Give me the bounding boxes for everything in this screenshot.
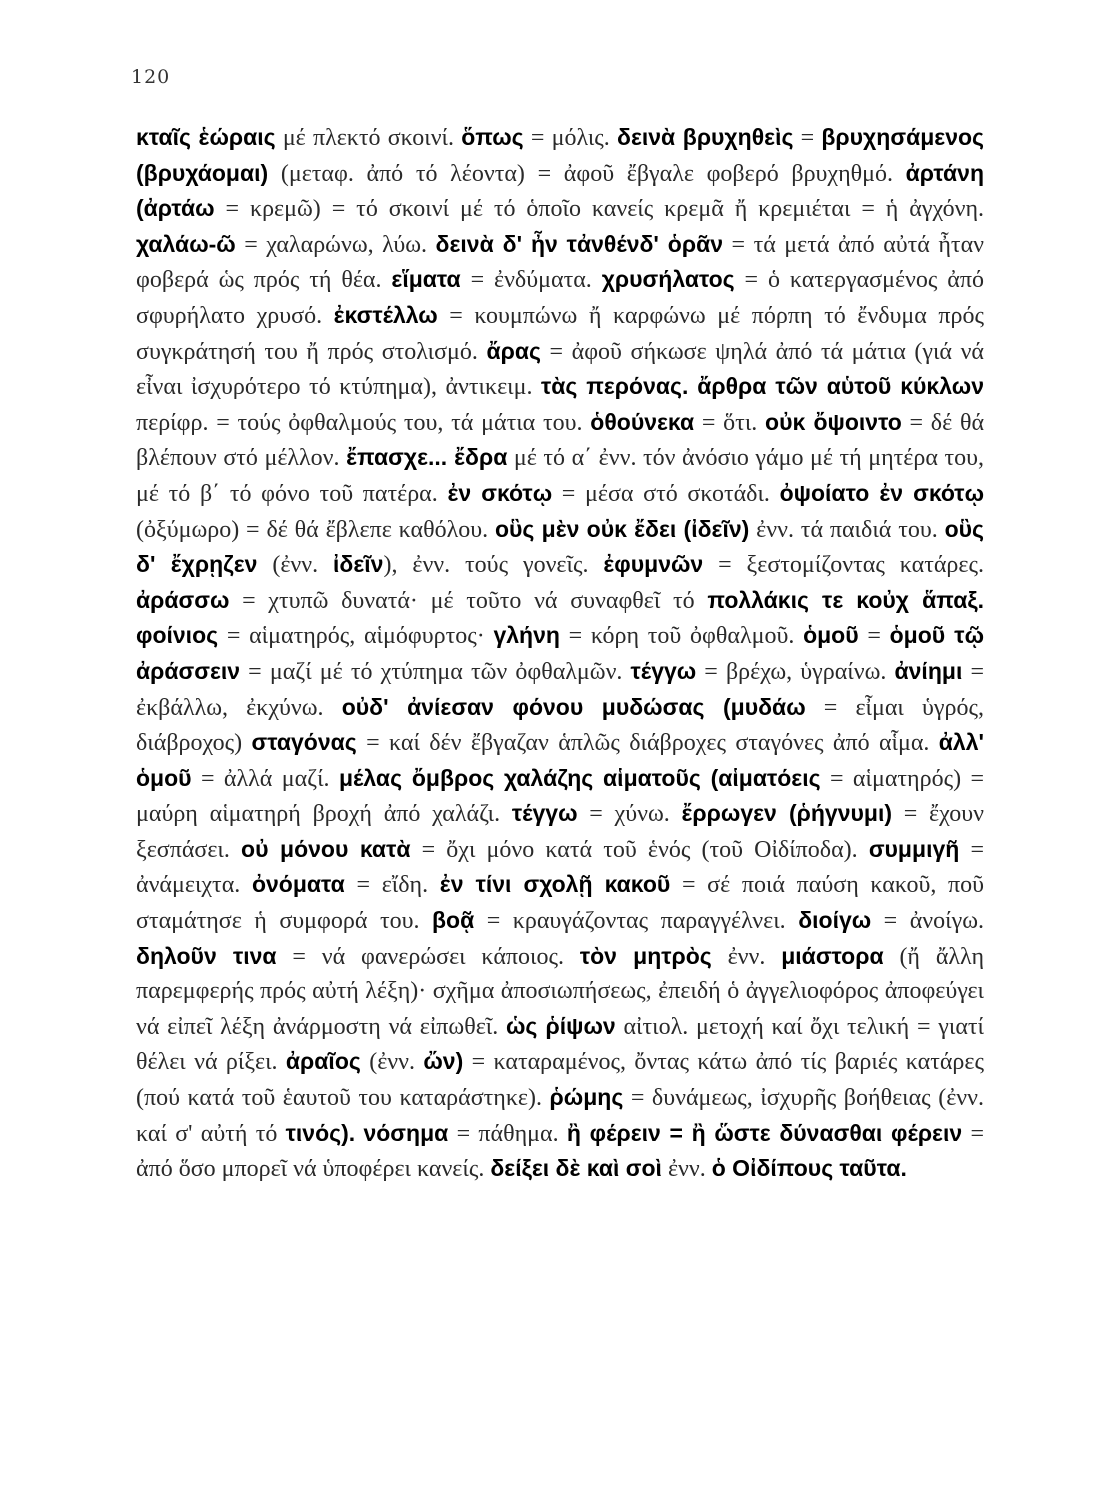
gloss-text: = ξεστομίζοντας κατάρες. (703, 552, 984, 579)
lemma-term: οὓς δ' ἔχρῃζεν (136, 515, 984, 578)
gloss-text: = χαλαρώνω, λύω. (235, 231, 436, 258)
lemma-term: ἢ φέρειν = ἢ ὥστε δύνασθαι φέρειν (566, 1119, 963, 1146)
gloss-text: = μαζί μέ τό χτύπημα τῶν ὀφθαλμῶν. (240, 658, 631, 685)
gloss-text: = ἀφοῦ σήκωσε ψηλά ἀπό τά μάτια (γιά νά εἶναι ἰσχυρότερο τό κτύπημα), ἀντικειμ. (136, 338, 984, 401)
gloss-text: = βρέχω, ὑγραίνω. (696, 658, 895, 685)
gloss-text: = χτυπῶ δυνατά· μέ τοῦτο νά συναφθεῖ τό (229, 587, 708, 614)
gloss-text: αἰτιολ. μετοχή καί ὄχι τελική = γιατί θέλει νά ρίξει. (136, 1013, 984, 1076)
gloss-text: (ὀξύμωρο) = δέ θά ἔβλεπε καθόλου. (136, 516, 495, 543)
gloss-text: = τά μετά ἀπό αὐτά ἦταν φοβερά ὡς πρός τή θέα. (136, 231, 985, 294)
lemma-term: συμμιγῆ (868, 835, 960, 862)
gloss-text: ἐνν. (661, 1156, 712, 1183)
lemma-term: σταγόνας (251, 729, 357, 756)
lemma-term: βοᾷ (431, 907, 475, 934)
gloss-text: = ὄχι μόνο κατά τοῦ ἑνός (τοῦ Οἰδίποδα). (410, 836, 869, 863)
lemma-term: γλήνη (493, 622, 560, 649)
gloss-text: = ἀλλά μαζί. (191, 765, 339, 792)
lemma-term: μιάστορα (781, 942, 884, 969)
page-number: 120 (131, 66, 171, 88)
gloss-text: ), ἐνν. τούς γονεῖς. (383, 552, 604, 579)
gloss-text: = εἶμαι ὑγρός, διάβροχος) (136, 694, 985, 757)
gloss-text: = κρεμῶ) = τό σκοινί μέ τό ὁποῖο κανείς κρεμᾶ ἤ κρεμιέται = ἡ ἀγχόνη. (214, 196, 984, 223)
gloss-text: = σέ ποιά παύση κακοῦ, ποῦ σταμάτησε ἡ συμφορά του. (136, 872, 985, 935)
lemma-term: τέγγω (511, 800, 578, 827)
lemma-term: πολλάκις τε κοὐχ ἅπαξ. φοίνιος (136, 586, 984, 649)
gloss-text: ἐνν. τά παιδιά του. (749, 516, 945, 543)
gloss-text: = ἐνδύματα. (460, 267, 602, 294)
lemma-term: τινός). (285, 1119, 356, 1146)
gloss-text: = ἔχουν ξεσπάσει. (136, 801, 984, 863)
gloss-text: περίφρ. = τούς ὀφθαλμούς του, τά μάτια του. (136, 409, 591, 436)
lemma-term: χρυσήλατος (601, 266, 735, 293)
gloss-text: = ἀπό ὅσο μπορεῖ νά ὑποφέρει κανείς. (136, 1120, 984, 1183)
gloss-text: = ὅτι. (694, 409, 766, 436)
lemma-term: οὓς μὲν οὐκ ἔδει (ἰδεῖν) (494, 515, 750, 542)
lemma-term: οὐδ' ἀνίεσαν φόνου μυδώσας (μυδάω (341, 693, 806, 720)
gloss-text: μέ τό α΄ ἐνν. τόν ἀνόσιο γάμο μέ τή μητέρα του, μέ τό β΄ τό φόνο τοῦ πατέρα. (136, 445, 984, 507)
gloss-text: (μεταφ. ἀπό τό λέοντα) = ἀφοῦ ἔβγαλε φοβερό βρυχηθμό. (268, 160, 906, 187)
lemma-term: τὸν μητρὸς (579, 942, 712, 969)
gloss-text: = εἴδη. (344, 872, 440, 899)
lemma-term: ἀνίημι (894, 657, 963, 684)
lemma-term: δεινὰ δ' ἦν τἀνθένδ' ὁρᾶν (435, 230, 724, 257)
gloss-text: = κραυγάζοντας παραγγέλνει. (474, 908, 799, 935)
lemma-term: βρυχησάμενος (βρυχάομαι) (136, 124, 984, 186)
lemma-term: ὀνόματα (251, 871, 345, 898)
gloss-text: = ὁ κατεργασμένος ἀπό σφυρήλατο χρυσό. (136, 267, 984, 329)
lemma-term: δεινὰ βρυχηθεὶς (617, 124, 794, 150)
lemma-term: ῥώμης (549, 1084, 624, 1111)
lemma-term: ἔρρωγεν (ῥήγνυμι) (681, 800, 892, 827)
gloss-text: (ἐνν. (257, 552, 334, 579)
lemma-term: ὡς ῥίψων (505, 1012, 616, 1039)
gloss-text: = δυνάμεως, ἰσχυρῆς βοήθειας (ἐνν. καί σ' αὐτή τό (136, 1085, 984, 1147)
gloss-text: = νά φανερώσει κάποιος. (276, 943, 580, 970)
gloss-text: μέ πλεκτό σκοινί. (275, 125, 462, 151)
lemma-term: ἀλλ' ὁμοῦ (136, 729, 984, 791)
lemma-term: ἐν σκότῳ (447, 479, 553, 506)
gloss-text: = μόλις. (523, 125, 617, 151)
gloss-text: = πάθημα. (448, 1120, 567, 1147)
lemma-term: ὀψοίατο ἐν σκότῳ (779, 479, 984, 506)
gloss-text: = αἱματηρός) = μαύρη αἱματηρή βροχή ἀπό χαλάζι. (136, 765, 985, 828)
lemma-term: ἄρας (486, 337, 541, 364)
lemma-term: νόσημα (363, 1119, 449, 1146)
gloss-text: (ἐνν. (360, 1049, 424, 1076)
gloss-text: = καί δέν ἔβγαζαν ἁπλῶς διάβροχες σταγόνες ἀπό αἷμα. (356, 730, 939, 757)
gloss-text: = (793, 125, 822, 151)
lemma-term: ἔπασχε... ἔδρα (346, 444, 508, 471)
lemma-term: ὤν) (423, 1048, 464, 1075)
gloss-text: = ἀνοίγω. (871, 908, 985, 935)
lemma-term: δηλοῦν τινα (136, 942, 277, 969)
lemma-term: χαλάω-ῶ (136, 230, 236, 257)
lemma-term: ἰδεῖν (333, 551, 384, 578)
lemma-term: οὐ μόνου κατὰ (241, 835, 411, 862)
lemma-term: ὁθούνεκα (590, 408, 695, 435)
gloss-text: = (858, 623, 890, 650)
lemma-term: ὅπως (461, 124, 524, 150)
lemma-term: εἵματα (391, 266, 461, 293)
lemma-term: ἐν τίνι σχολῇ κακοῦ (439, 871, 671, 898)
lemma-term: κταῖς ἑώραις (136, 124, 276, 150)
gloss-text: = ἀνάμειχτα. (136, 836, 984, 899)
lemma-term: ἐκστέλλω (333, 301, 438, 328)
gloss-text: ἐνν. (711, 943, 782, 970)
gloss-text: (ἤ ἄλλη παρεμφερής πρός αὐτή λέξη)· σχῆμα ἀποσιωπήσεως, ἐπειδή ὁ ἀγγελιοφόρος ἀποφεύγει νά εἰπεῖ λέξη ἀνάρμοστη νά εἰπωθεῖ. (136, 943, 985, 1040)
gloss-text: = χύνω. (577, 801, 682, 828)
gloss-text: = δέ θά βλέπουν στό μέλλον. (136, 409, 985, 472)
gloss-text: = κόρη τοῦ ὀφθαλμοῦ. (559, 623, 804, 650)
lemma-term: διοίγω (798, 907, 872, 934)
lemma-term: ὁμοῦ (803, 622, 859, 649)
lemma-term: δείξει δὲ καὶ σοὶ (490, 1155, 662, 1182)
gloss-text: = μέσα στό σκοτάδι. (552, 480, 780, 507)
lemma-term: τὰς περόνας. ἄρθρα τῶν αὑτοῦ κύκλων (541, 373, 984, 400)
lemma-term: οὐκ ὄψοιντο (765, 408, 902, 435)
gloss-text: = αἱματηρός, αἱμόφυρτος· (218, 623, 494, 650)
commentary-paragraph (136, 120, 984, 1187)
lemma-term: ἀράσσω (136, 586, 230, 613)
lemma-term: ἀρτάνη (ἀρτάω (136, 159, 984, 222)
lemma-term: ἀραῖος (285, 1048, 361, 1075)
gloss-text: = κουμπώνω ἤ καρφώνω μέ πόρπη τό ἔνδυμα πρός συγκράτησή του ἤ πρός στολισμό. (136, 302, 984, 365)
lemma-term: ἐφυμνῶν (603, 551, 704, 578)
gloss-text: = καταραμένος, ὄντας κάτω ἀπό τίς βαριές κατάρες (πού κατά τοῦ ἑαυτοῦ του καταράστηκε). (136, 1049, 984, 1112)
lemma-term: ὁμοῦ τῷ ἀράσσειν (136, 622, 984, 684)
lemma-term: μέλας ὄμβρος χαλάζης αἱματοῦς (αἱματόεις (338, 764, 821, 791)
lemma-term: ὁ Οἰδίπους ταῦτα. (711, 1155, 907, 1182)
lemma-term: τέγγω (630, 657, 697, 684)
gloss-text: = ἐκβάλλω, ἐκχύνω. (136, 658, 984, 721)
